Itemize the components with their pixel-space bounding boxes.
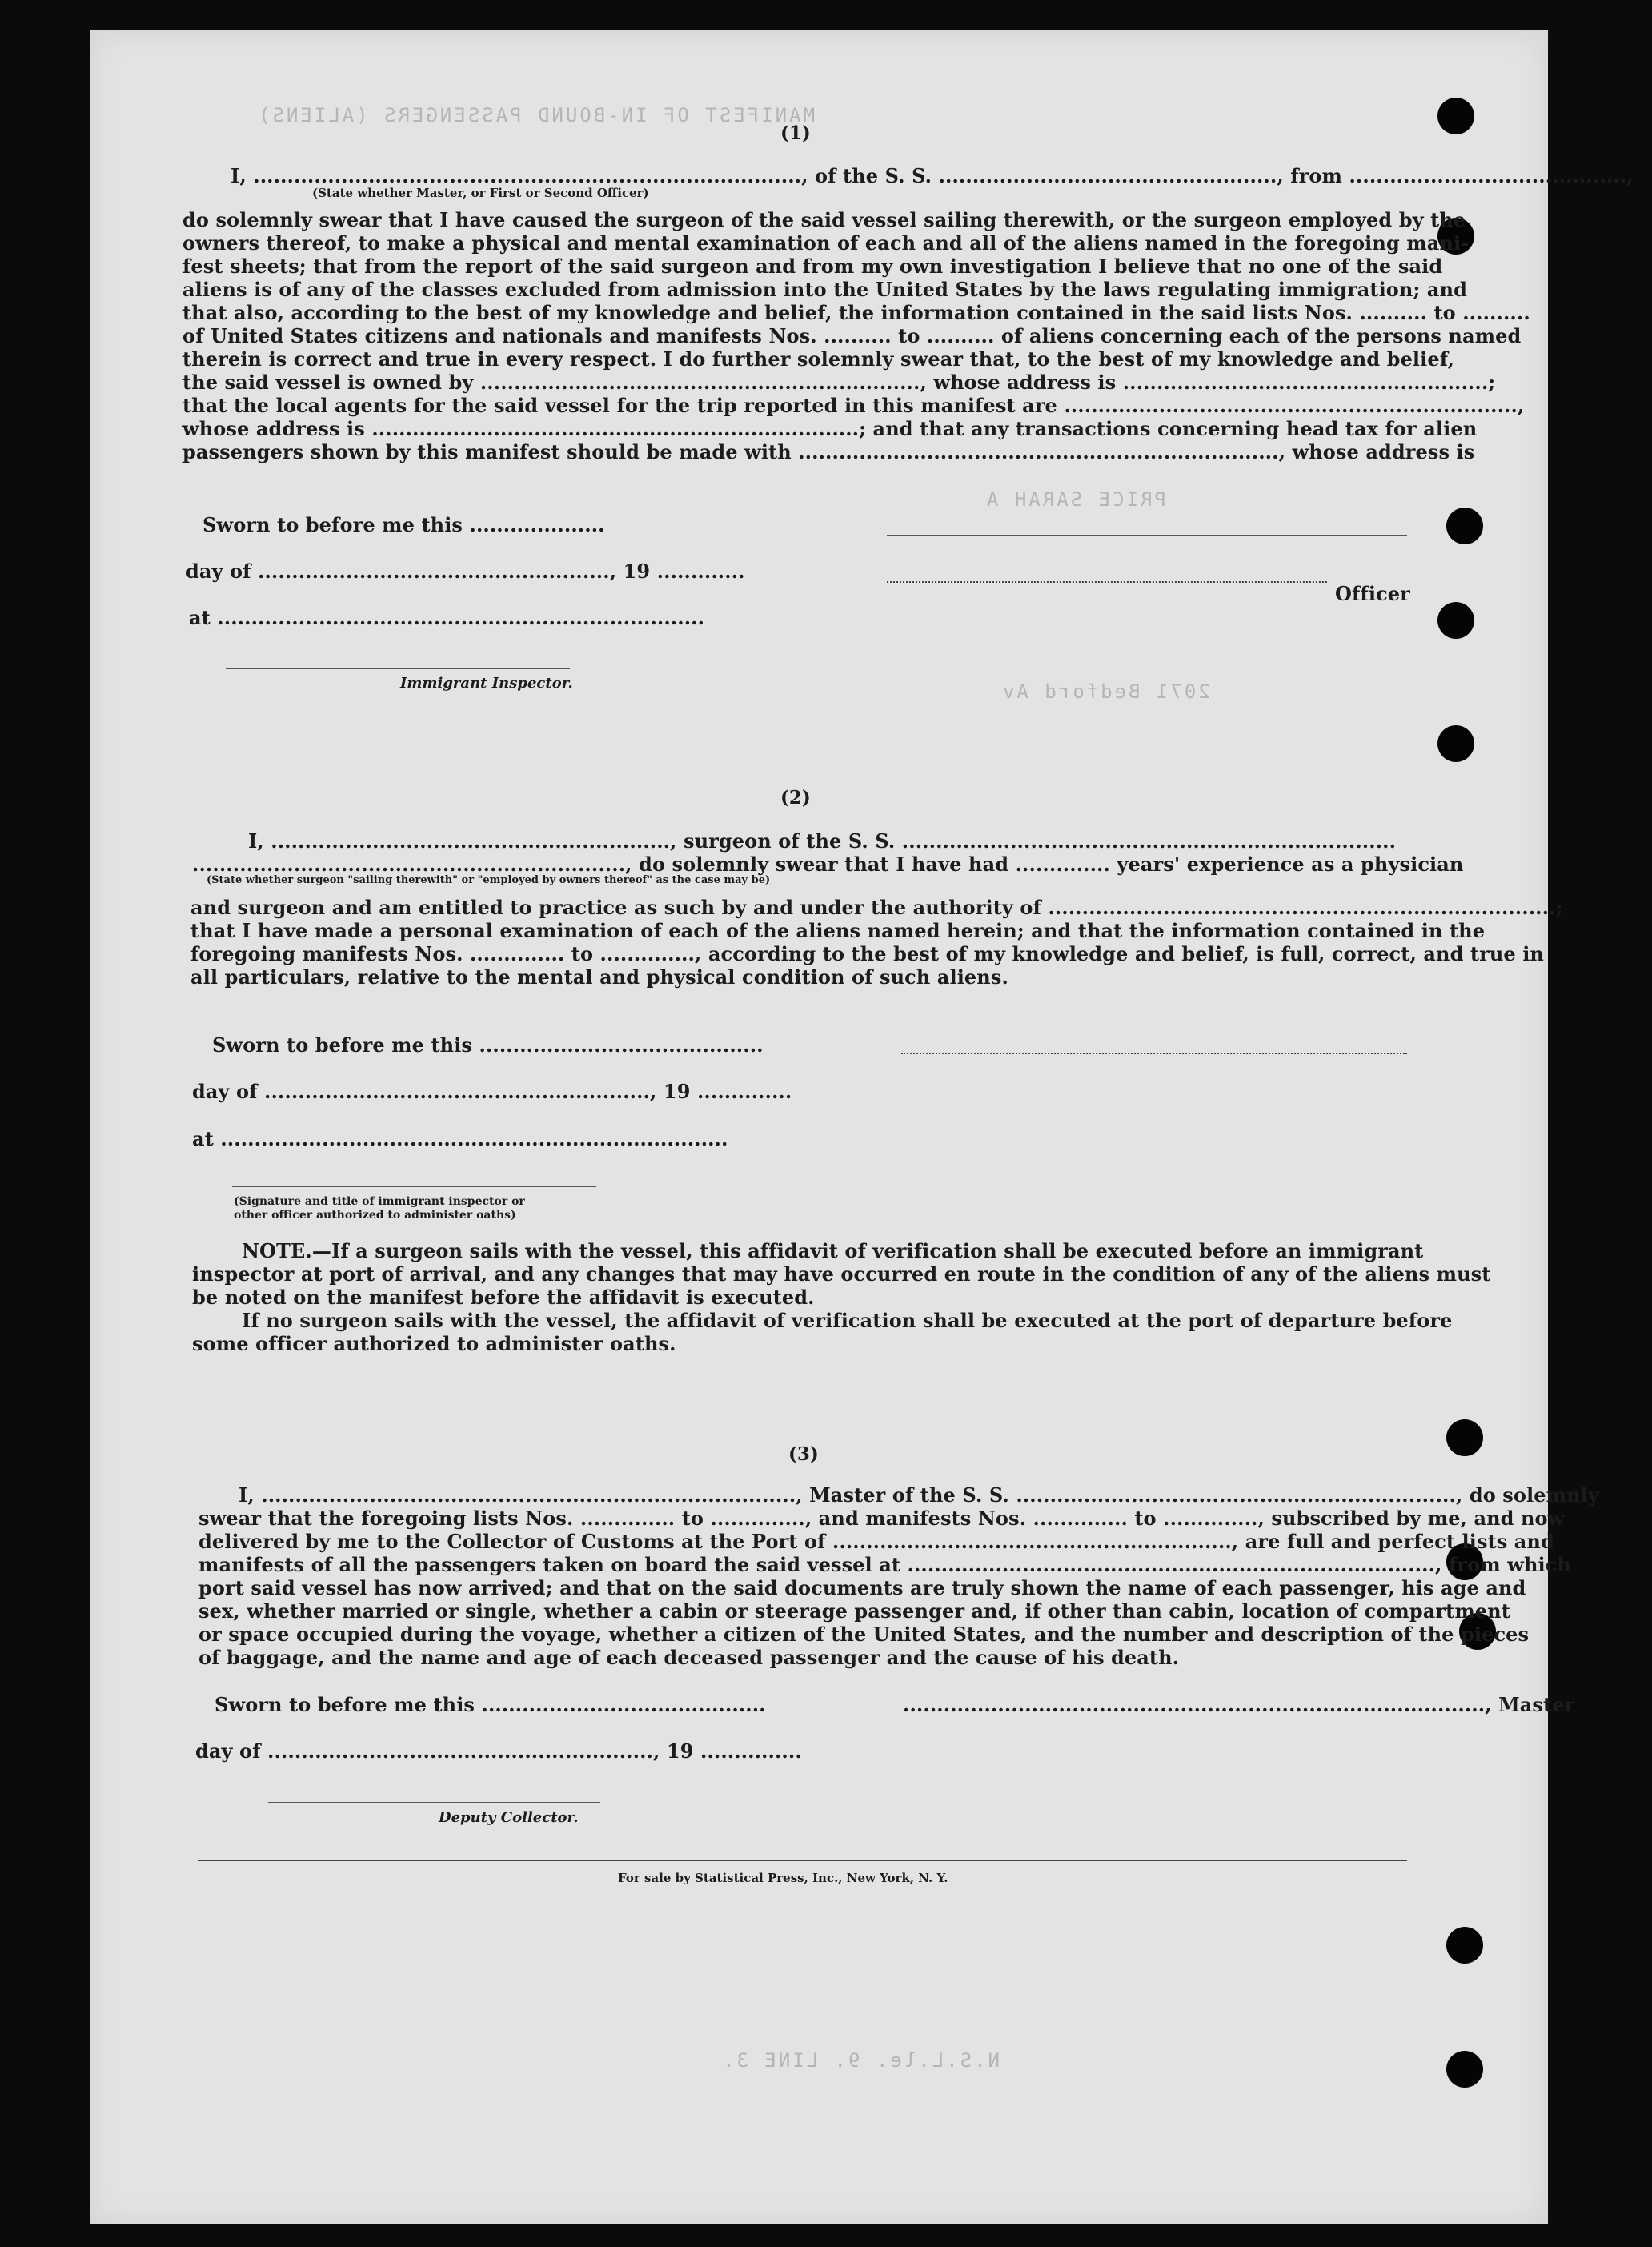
section-1-body-line: aliens is of any of the classes excluded from admission into the United States by the laws regulating immigration; and xyxy=(182,278,1467,301)
section-1-body-line: that also, according to the best of my knowledge and belief, the information contained in the said lists Nos. .......... to .......... xyxy=(182,301,1530,324)
deputy-collector-label: Deputy Collector. xyxy=(439,1809,579,1826)
section-2-surgeon-caption: (State whether surgeon "sailing therewith" or "employed by owners thereof" as the case may be) xyxy=(206,874,771,886)
section-1-number: (1) xyxy=(780,122,811,144)
section-2-note-line: inspector at port of arrival, and any changes that may have occurred en route in the condition of any of the aliens must xyxy=(192,1262,1491,1286)
section-2-sworn-line: Sworn to before me this .......................................... xyxy=(212,1033,764,1057)
punch-hole xyxy=(1446,2051,1483,2088)
section-2-day-of: day of ........................................................., 19 .............. xyxy=(192,1080,792,1103)
section-2-body-line: that I have made a personal examination of each of the aliens named herein; and that the information contained in the xyxy=(190,919,1486,942)
punch-hole xyxy=(1446,508,1483,544)
section-3-body-line: delivered by me to the Collector of Customs at the Port of ..........................................................., are full and perfect lists and xyxy=(198,1530,1554,1553)
section-1-sworn-line: Sworn to before me this .................... xyxy=(202,513,605,536)
section-3-body-line: of baggage, and the name and age of each deceased passenger and the cause of his death. xyxy=(198,1646,1180,1669)
bleed-through-text: PRICE SARAH A xyxy=(984,488,1166,511)
section-2-number: (2) xyxy=(780,787,811,809)
section-3-body-line: port said vessel has now arrived; and that on the said documents are truly shown the name of each passenger, his age and xyxy=(198,1576,1526,1599)
section-3-body-line: or space occupied during the voyage, whether a citizen of the United States, and the number and description of the pieces xyxy=(198,1623,1530,1646)
section-1-body-line: the said vessel is owned by ................................................................., whose address is ......................................................; xyxy=(182,371,1496,394)
section-1-body-line: fest sheets; that from the report of the said surgeon and from my own investigation I believe that no one of the said xyxy=(182,255,1443,278)
section-3-sworn-line: Sworn to before me this .......................................... xyxy=(215,1693,766,1716)
section-2-sig-caption: (Signature and title of immigrant inspector or xyxy=(234,1195,525,1208)
section-2-note-line: some officer authorized to administer oaths. xyxy=(192,1332,676,1355)
section-1-at-line: at ........................................................................ xyxy=(189,606,705,629)
punch-hole xyxy=(1446,1927,1483,1964)
punch-hole xyxy=(1437,98,1474,134)
signature-line xyxy=(887,581,1327,583)
section-2-sig-caption: other officer authorized to administer oaths) xyxy=(234,1209,516,1222)
section-2-note-line: NOTE.—If a surgeon sails with the vessel, this affidavit of verification shall be executed before an immigrant xyxy=(242,1239,1424,1262)
section-3-master-line: ......................................................................................, Master xyxy=(903,1693,1575,1716)
punch-hole xyxy=(1437,602,1474,639)
footer-imprint: For sale by Statistical Press, Inc., New York, N. Y. xyxy=(618,1871,948,1885)
footer-rule xyxy=(198,1860,1407,1861)
signature-line xyxy=(268,1802,600,1803)
section-1-body-line: therein is correct and true in every respect. I do further solemnly swear that, to the best of my knowledge and belief, xyxy=(182,347,1455,371)
section-2-body-line: foregoing manifests Nos. .............. to .............., according to the best of my knowledge and belief, is full, correct, and true in xyxy=(190,942,1544,965)
section-3-body-line: I, ..............................................................................., Master of the S. S. ................................................................., do solemnly xyxy=(239,1483,1599,1507)
section-1-oath-line: I, ................................................................................., of the S. S. .................................................., from ........................................., xyxy=(231,164,1634,187)
section-2-oath-line: I, ..........................................................., surgeon of the S. S. ......................................................................... xyxy=(248,829,1397,853)
section-1-officer-label: Officer xyxy=(1335,582,1410,605)
bleed-through-text: N.S.L.le. 9. LINE 3. xyxy=(720,2049,1000,2072)
punch-hole xyxy=(1446,1419,1483,1456)
section-2-body-line: and surgeon and am entitled to practice as such by and under the authority of ...........................................................................; xyxy=(190,896,1563,919)
section-3-body-line: swear that the foregoing lists Nos. .............. to .............., and manifests Nos. .............. to .............., subscribed by me, and now xyxy=(198,1507,1565,1530)
signature-line xyxy=(226,668,570,669)
section-1-day-of: day of ...................................................., 19 ............. xyxy=(186,560,745,583)
section-2-note-line: be noted on the manifest before the affidavit is executed. xyxy=(192,1286,815,1309)
section-3-day-of: day of ........................................................., 19 ............... xyxy=(195,1739,802,1763)
section-1-body-line: whose address is ........................................................................; and that any transactions concerning head tax for alien xyxy=(182,417,1478,440)
signature-line xyxy=(232,1186,596,1187)
section-2-note-line: If no surgeon sails with the vessel, the affidavit of verification shall be executed at the port of departure before xyxy=(242,1309,1453,1332)
section-3-number: (3) xyxy=(788,1443,819,1465)
section-2-oath-line: ................................................................, do solemnly swear that I have had .............. years' experience as a physician xyxy=(192,853,1464,876)
section-1-body-line: passengers shown by this manifest should be made with ......................................................................., whose address is xyxy=(182,440,1475,463)
section-2-at-line: at ........................................................................... xyxy=(192,1127,728,1150)
section-1-body-line: of United States citizens and nationals and manifests Nos. .......... to .......... of aliens concerning each of the persons named xyxy=(182,324,1522,347)
immigrant-inspector-label: Immigrant Inspector. xyxy=(400,675,573,692)
section-3-body-line: sex, whether married or single, whether a cabin or steerage passenger and, if other than cabin, location of compartment xyxy=(198,1599,1510,1623)
punch-hole xyxy=(1437,725,1474,762)
section-1-body-line: owners thereof, to make a physical and mental examination of each and all of the aliens named in the foregoing mani- xyxy=(182,231,1470,255)
bleed-through-text: MANIFEST OF IN-BOUND PASSENGERS (ALIENS) xyxy=(256,104,815,126)
section-1-body-line: that the local agents for the said vessel for the trip reported in this manifest are ..................................................................., xyxy=(182,394,1525,417)
signature-line xyxy=(901,1053,1407,1054)
section-1-officer-caption: (State whether Master, or First or Second Officer) xyxy=(312,186,649,200)
signature-line xyxy=(887,535,1407,536)
bleed-through-text: 2071 Bedford Av xyxy=(1000,680,1210,703)
section-3-body-line: manifests of all the passengers taken on board the said vessel at .............................................................................., from which xyxy=(198,1553,1571,1576)
section-2-body-line: all particulars, relative to the mental and physical condition of such aliens. xyxy=(190,965,1008,989)
section-1-body-line: do solemnly swear that I have caused the surgeon of the said vessel sailing therewith, or the surgeon employed by the xyxy=(182,208,1466,231)
